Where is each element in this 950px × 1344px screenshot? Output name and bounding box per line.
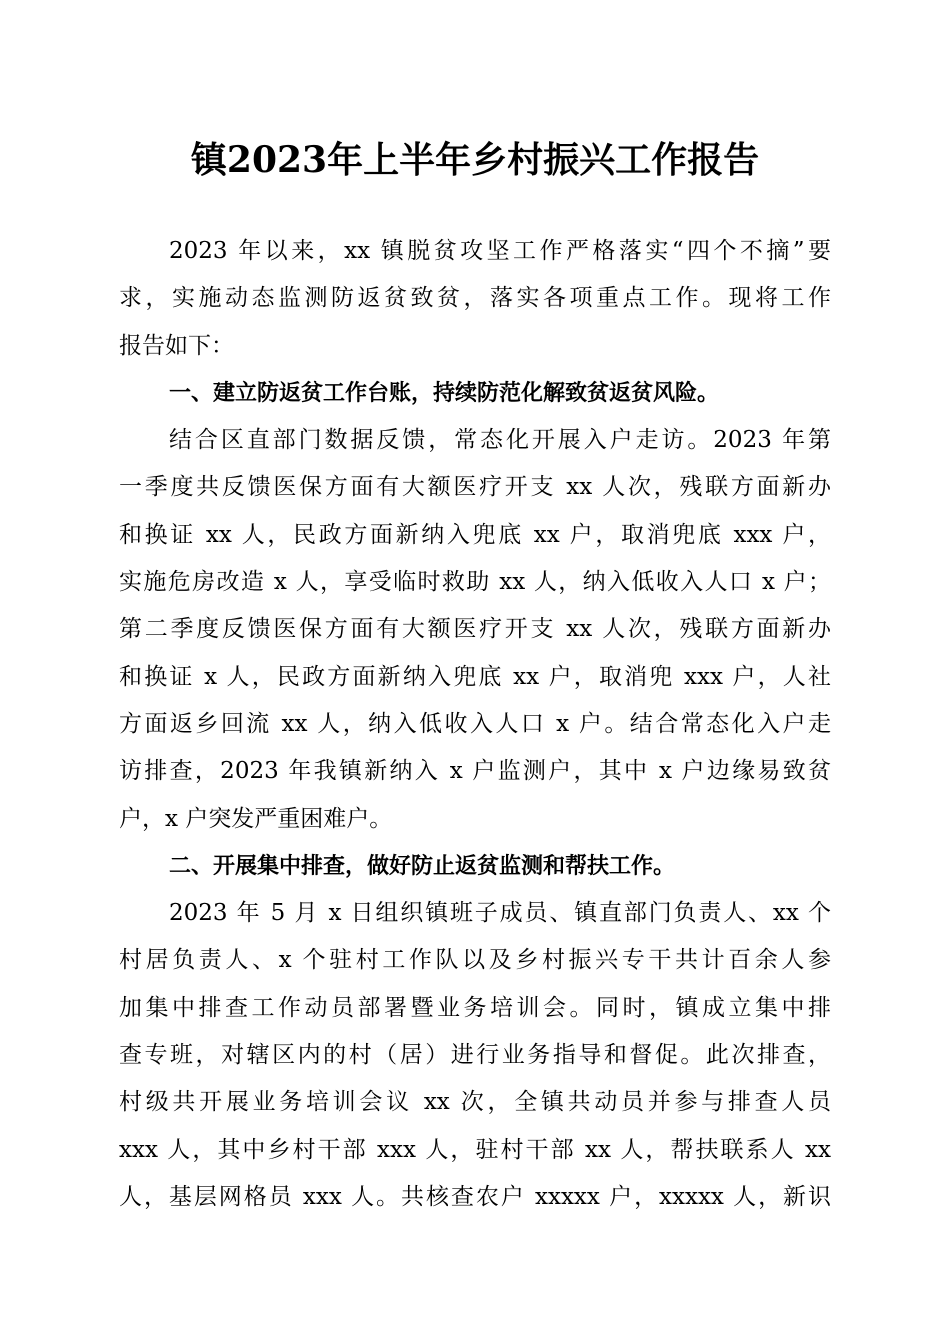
document-body [119, 228, 831, 1221]
paragraph-line: xxx 人，其中乡村干部 xxx 人，驻村干部 xx 人，帮扶联系人 xx [119, 1136, 831, 1163]
paragraph-line: 加集中排查工作动员部署暨业务培训会。同时，镇成立集中排 [119, 994, 831, 1021]
paragraph-line: 2023 年 5 月 x 日组织镇班子成员、镇直部门负责人、xx 个 [169, 900, 831, 927]
section-heading: 一、建立防返贫工作台账，持续防范化解致贫返贫风险。 [169, 380, 720, 406]
paragraph-line: 人，基层网格员 xxx 人。共核查农户 xxxxx 户，xxxxx 人，新识 [119, 1183, 831, 1210]
document-title: 镇2023年上半年乡村振兴工作报告 [190, 139, 760, 181]
paragraph-line: 2023 年以来，xx 镇脱贫攻坚工作严格落实“四个不摘”要 [169, 238, 831, 264]
paragraph-line: 村级共开展业务培训会议 xx 次，全镇共动员并参与排查人员 [119, 1089, 831, 1116]
paragraph-line: 户，x 户突发严重困难户。 [119, 805, 393, 832]
paragraph-line: 村居负责人、x 个驻村工作队以及乡村振兴专干共计百余人参 [119, 947, 831, 974]
paragraph-line: 访排查，2023 年我镇新纳入 x 户监测户，其中 x 户边缘易致贫 [119, 758, 831, 785]
paragraph-line: 求，实施动态监测防返贫致贫，落实各项重点工作。现将工作 [119, 285, 831, 312]
paragraph-line: 和换证 x 人，民政方面新纳入兜底 xx 户，取消兜 xxx 户，人社 [119, 663, 831, 690]
section-heading: 二、开展集中排查，做好防止返贫监测和帮扶工作。 [169, 853, 676, 879]
paragraph-line: 报告如下： [119, 332, 234, 359]
paragraph-line: 实施危房改造 x 人，享受临时救助 xx 人，纳入低收入人口 x 户； [119, 569, 831, 596]
paragraph-line: 方面返乡回流 xx 人，纳入低收入人口 x 户。结合常态化入户走 [119, 710, 831, 737]
paragraph-line: 第二季度反馈医保方面有大额医疗开支 xx 人次，残联方面新办 [119, 616, 831, 643]
paragraph-line: 和换证 xx 人，民政方面新纳入兜底 xx 户，取消兜底 xxx 户， [119, 521, 831, 548]
paragraph-line: 一季度共反馈医保方面有大额医疗开支 xx 人次，残联方面新办 [119, 474, 831, 501]
paragraph-line: 查专班，对辖区内的村（居）进行业务指导和督促。此次排查， [119, 1042, 831, 1069]
paragraph-line: 结合区直部门数据反馈，常态化开展入户走访。2023 年第 [169, 427, 831, 454]
